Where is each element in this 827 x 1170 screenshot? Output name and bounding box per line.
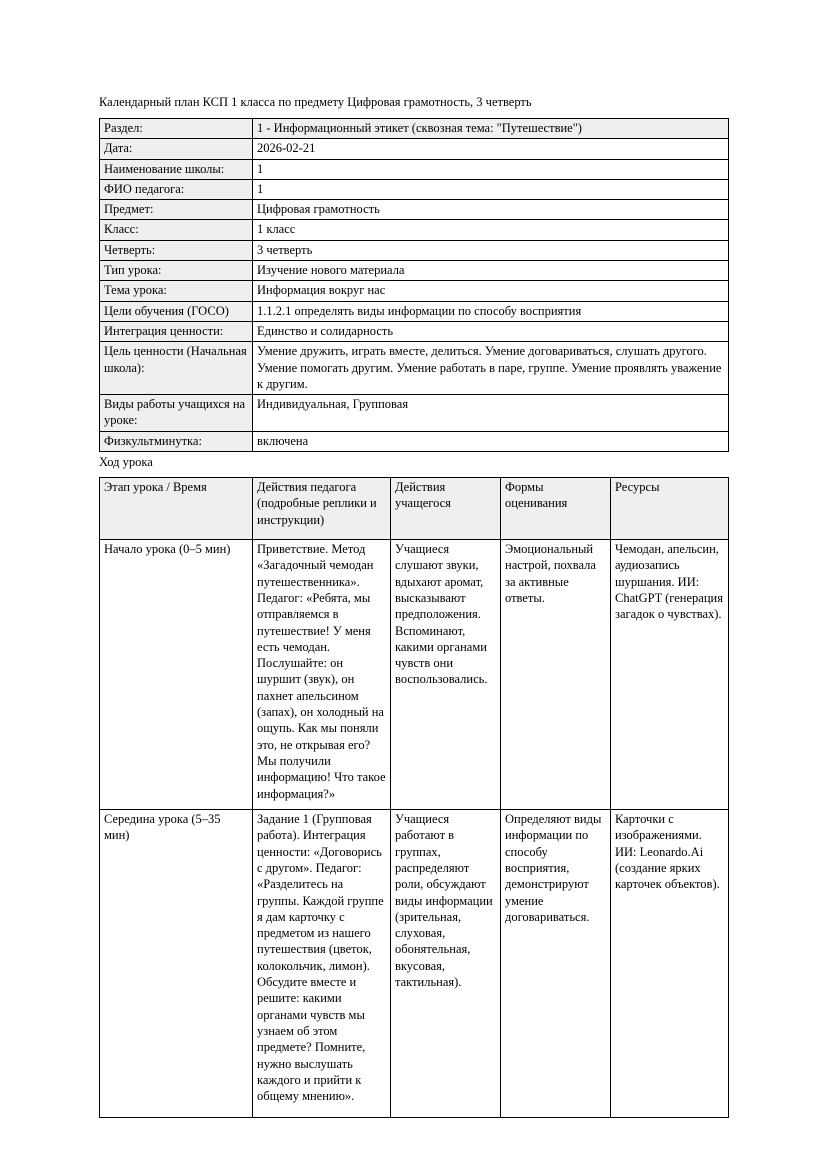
lesson-flow-header [100,478,729,540]
cell-stage-begin: Начало урока (0–5 мин) [100,540,253,810]
info-value-work-types: Индивидуальная, Групповая [253,395,729,432]
info-value-razdel: 1 - Информационный этикет (сквозная тема: "Путешествие") [253,119,729,139]
info-value-value-integration: Единство и солидарность [253,321,729,341]
document-content [99,95,728,1118]
info-value-class: 1 класс [253,220,729,240]
table-row [100,321,729,341]
info-label-teacher: ФИО педагога: [100,179,253,199]
info-label-class: Класс: [100,220,253,240]
column-header-resources: Ресурсы [611,478,729,540]
info-label-goals: Цели обучения (ГОСО) [100,301,253,321]
table-row [100,261,729,281]
cell-resources-begin: Чемодан, апельсин, аудиозапись шуршания. ИИ: ChatGPT (генерация загадок о чувствах). [611,540,729,810]
info-value-value-goal: Умение дружить, играть вместе, делиться. Умение договариваться, слушать другого. Умение помогать другим. Умение работать в паре, группе. Умение проявлять уважение к другим. [253,342,729,395]
info-value-goals: 1.1.2.1 определять виды информации по способу восприятия [253,301,729,321]
info-label-subject: Предмет: [100,200,253,220]
table-row [100,200,729,220]
table-row [100,540,729,810]
table-header-row [100,478,729,540]
cell-resources-middle: Карточки с изображениями. ИИ: Leonardo.Ai (создание ярких карточек объектов). [611,810,729,1118]
lesson-flow-table [99,477,729,1118]
cell-student-begin: Учащиеся слушают звуки, вдыхают аромат, высказывают предположения. Вспоминают, какими органами чувств они воспользовались. [391,540,501,810]
info-label-physical-minute: Физкультминутка: [100,431,253,451]
table-row [100,240,729,260]
cell-stage-middle: Середина урока (5–35 мин) [100,810,253,1118]
info-label-quarter: Четверть: [100,240,253,260]
table-row [100,342,729,395]
info-label-value-goal: Цель ценности (Начальная школа): [100,342,253,395]
lesson-flow-body [100,540,729,1118]
table-row [100,139,729,159]
column-header-student-actions: Действия учащегося [391,478,501,540]
info-value-data: 2026-02-21 [253,139,729,159]
table-row [100,810,729,1118]
info-label-razdel: Раздел: [100,119,253,139]
info-value-lesson-theme: Информация вокруг нас [253,281,729,301]
cell-teacher-begin: Приветствие. Метод «Загадочный чемодан путешественника». Педагог: «Ребята, мы отправляемся в путешествие! У меня есть чемодан. Послушайте: он шуршит (звук), он пахнет апельсином (запах), он холодный на ощупь. Как мы поняли это, не открывая его? Мы получили информацию! Что такое информация?» [253,540,391,810]
info-value-physical-minute: включена [253,431,729,451]
cell-student-middle: Учащиеся работают в группах, распределяют роли, обсуждают виды информации (зрительная, слуховая, обонятельная, вкусовая, тактильная). [391,810,501,1118]
cell-assessment-middle: Определяют виды информации по способу восприятия, демонстрируют умение договариваться. [501,810,611,1118]
table-row [100,431,729,451]
lesson-info-body [100,119,729,452]
table-row [100,119,729,139]
info-label-work-types: Виды работы учащихся на уроке: [100,395,253,432]
info-value-teacher: 1 [253,179,729,199]
column-header-stage: Этап урока / Время [100,478,253,540]
column-header-teacher-actions: Действия педагога (подробные реплики и инструкции) [253,478,391,540]
cell-teacher-middle: Задание 1 (Групповая работа). Интеграция ценности: «Договорись с другом». Педагог: «Разделитесь на группы. Каждой группе я дам карточку с предметом из нашего путешествия (цветок, колокольчик, лимон). Обсудите вместе и решите: какими органами чувств мы узнаем об этом предмете? Помните, нужно выслушать каждого и прийти к общему мнению». [253,810,391,1118]
info-value-school: 1 [253,159,729,179]
section-caption-lesson-flow: Ход урока [99,455,153,470]
table-row [100,179,729,199]
table-row [100,301,729,321]
info-value-subject: Цифровая грамотность [253,200,729,220]
info-label-lesson-theme: Тема урока: [100,281,253,301]
column-header-assessment-forms: Формы оценивания [501,478,611,540]
info-value-lesson-type: Изучение нового материала [253,261,729,281]
lesson-info-table [99,118,729,452]
table-row [100,395,729,432]
table-row [100,220,729,240]
info-value-quarter: 3 четверть [253,240,729,260]
table-row [100,281,729,301]
info-label-data: Дата: [100,139,253,159]
info-label-value-integration: Интеграция ценности: [100,321,253,341]
page-title: Календарный план КСП 1 класса по предмету Цифровая грамотность, 3 четверть [99,95,532,109]
cell-assessment-begin: Эмоциональный настрой, похвала за активные ответы. [501,540,611,810]
info-label-school: Наименование школы: [100,159,253,179]
table-row [100,159,729,179]
info-label-lesson-type: Тип урока: [100,261,253,281]
